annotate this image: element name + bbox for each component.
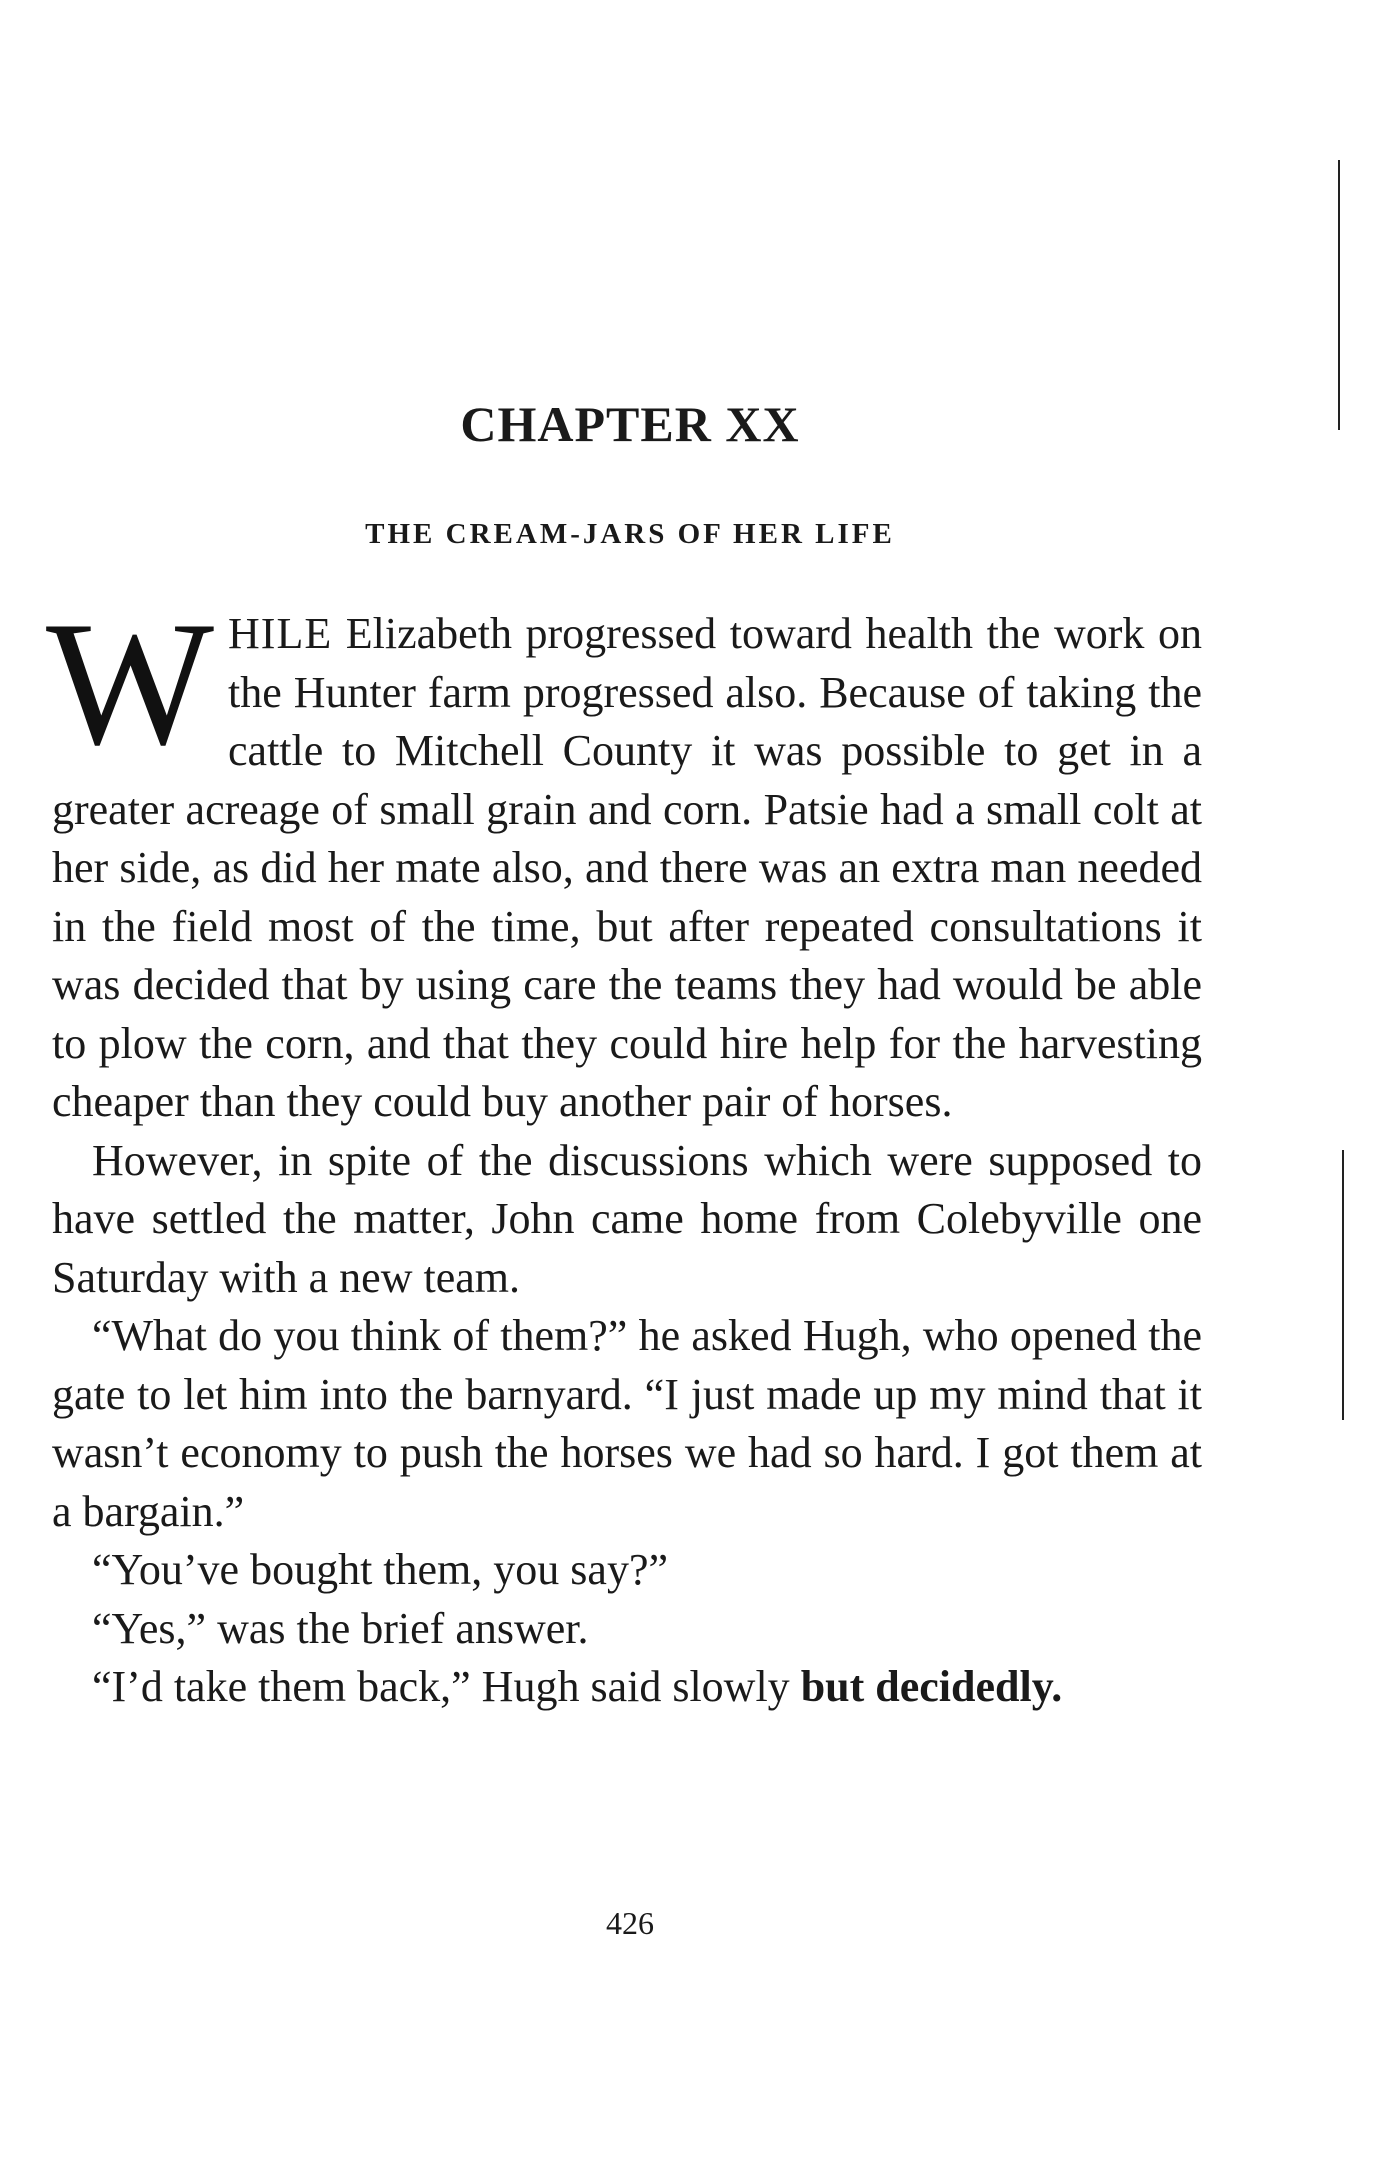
chapter-heading: CHAPTER XX: [460, 396, 800, 452]
chapter-subtitle: THE CREAM-JARS OF HER LIFE: [365, 518, 895, 550]
paragraph-6: [52, 1658, 1202, 1717]
paragraph-6-bold-text: but decidedly.: [800, 1662, 1063, 1711]
scan-edge-mark-bottom: [1342, 1150, 1344, 1420]
drop-cap: W: [46, 584, 215, 782]
page-number: 426: [606, 1905, 654, 1941]
body-text: [46, 584, 1202, 1717]
paragraph-5: “Yes,” was the brief answer.: [92, 1603, 589, 1653]
paragraph-4: “You’ve bought them, you say?”: [92, 1545, 668, 1594]
opening-small-caps: HILE: [228, 609, 333, 658]
paragraph-3: “What do you think of them?” he asked Hugh, who opened the gate to let him into the barnyard. “I just made up my mind that it wasn’t economy to push the horses we had so hard. I got them at a bargain.”: [52, 1311, 1202, 1536]
paragraph-6-text: “I’d take them back,” Hugh said slowly: [92, 1662, 801, 1711]
paragraph-1: [46, 584, 1202, 1132]
scan-edge-mark-top: [1338, 160, 1340, 430]
paragraph-1-text: Elizabeth progressed toward health the work on the Hunter farm progressed also. Because of taking the cattle to Mitchell County it was possible to get in a greater acreage of small grain and corn. Patsie had a small colt at her side, as did her mate also, and there was an extra man needed in the field most of the time, but after repeated consultations it was decided that by using care the teams they had would be able to plow the corn, and that they could hire help for the harvesting cheaper than they could buy another pair of horses.: [52, 609, 1202, 1126]
paragraph-2: However, in spite of the discussions which were supposed to have settled the matter, John came home from Colebyville one Saturday with a new team.: [52, 1135, 1202, 1302]
